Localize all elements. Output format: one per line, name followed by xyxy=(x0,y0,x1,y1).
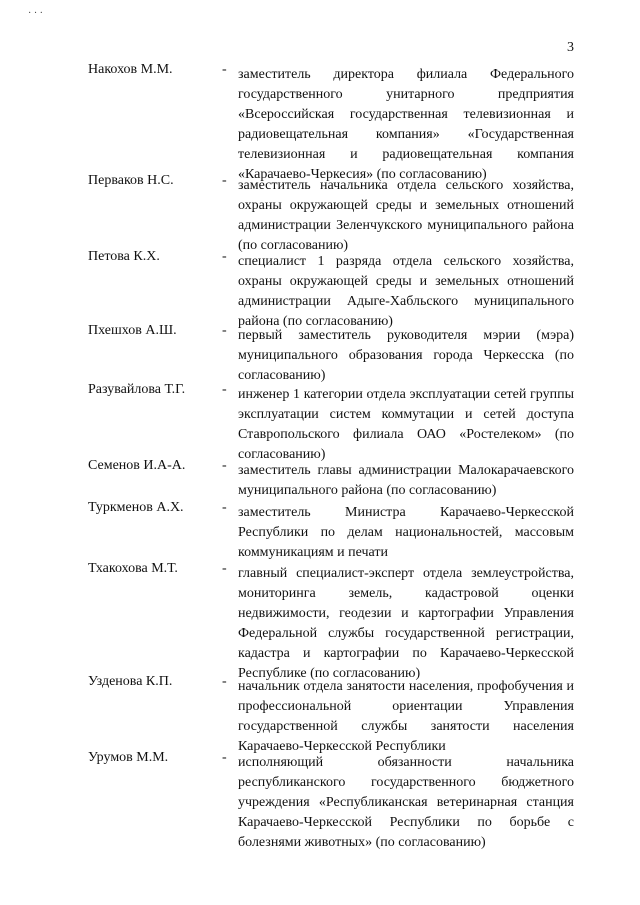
member-position: заместитель директора филиала Федерального государственного унитарного предприятия «Всероссийская государственная телевизионная и радиовещательная компания» «Государственная телевизионная и радиовещательная компания «Карачаево-Черкесия» (по согласованию) xyxy=(238,67,574,182)
separator-dash: - xyxy=(222,382,227,397)
separator-dash: - xyxy=(222,561,227,576)
member-name: Туркменов А.Х. xyxy=(88,500,184,515)
scan-specks: · · · xyxy=(28,8,43,19)
separator-dash: - xyxy=(222,750,227,765)
separator-dash: - xyxy=(222,62,227,77)
member-position: специалист 1 разряда отдела сельского хозяйства, охраны окружающей среды и земельных отношений администрации Адыге-Хабльского муниципального района (по согласованию) xyxy=(238,254,574,329)
separator-dash: - xyxy=(222,500,227,515)
member-position: заместитель начальника отдела сельского хозяйства, охраны окружающей среды и земельных отношений администрации Зеленчукского муниципального района (по согласованию) xyxy=(238,178,574,253)
separator-dash: - xyxy=(222,323,227,338)
member-position: заместитель главы администрации Малокарачаевского муниципального района (по согласованию) xyxy=(238,463,574,498)
member-name: Разувайлова Т.Г. xyxy=(88,382,186,397)
member-name: Перваков Н.С. xyxy=(88,173,174,188)
member-position: исполняющий обязанности начальника республиканского государственного бюджетного учреждения «Республиканская ветеринарная станция Карачаево-Черкесской Республики по борьбе с болезнями животных» (по согласованию) xyxy=(238,755,574,850)
separator-dash: - xyxy=(222,674,227,689)
member-name: Петова К.Х. xyxy=(88,249,160,264)
member-position: инженер 1 категории отдела эксплуатации сетей группы эксплуатации систем коммутации и сетей доступа Ставропольского филиала ОАО «Ростелеком» (по согласованию) xyxy=(238,387,574,462)
member-name: Урумов М.М. xyxy=(88,750,169,765)
member-position: заместитель Министра Карачаево-Черкесской Республики по делам национальностей, массовым коммуникациям и печати xyxy=(238,505,574,560)
member-position: первый заместитель руководителя мэрии (мэра) муниципального образования города Черкесска (по согласованию) xyxy=(238,328,574,383)
page-number: 3 xyxy=(567,40,574,55)
member-name: Узденова К.П. xyxy=(88,674,173,689)
separator-dash: - xyxy=(222,173,227,188)
member-name: Пхешхов А.Ш. xyxy=(88,323,177,338)
member-position: главный специалист-эксперт отдела землеустройства, мониторинга земель, кадастровой оценки недвижимости, геодезии и картографии Управления Федеральной службы государственной регистрации, кадастра и картографии по Карачаево-Черкесской Республике (по согласованию) xyxy=(238,566,574,681)
separator-dash: - xyxy=(222,249,227,264)
member-name: Тхакохова М.Т. xyxy=(88,561,178,576)
member-name: Семенов И.А-А. xyxy=(88,458,186,473)
member-name: Накохов М.М. xyxy=(88,62,173,77)
separator-dash: - xyxy=(222,458,227,473)
member-position: начальник отдела занятости населения, профобучения и профессиональной ориентации Управления государственной службы занятости населения Карачаево-Черкесской Республики xyxy=(238,679,574,754)
